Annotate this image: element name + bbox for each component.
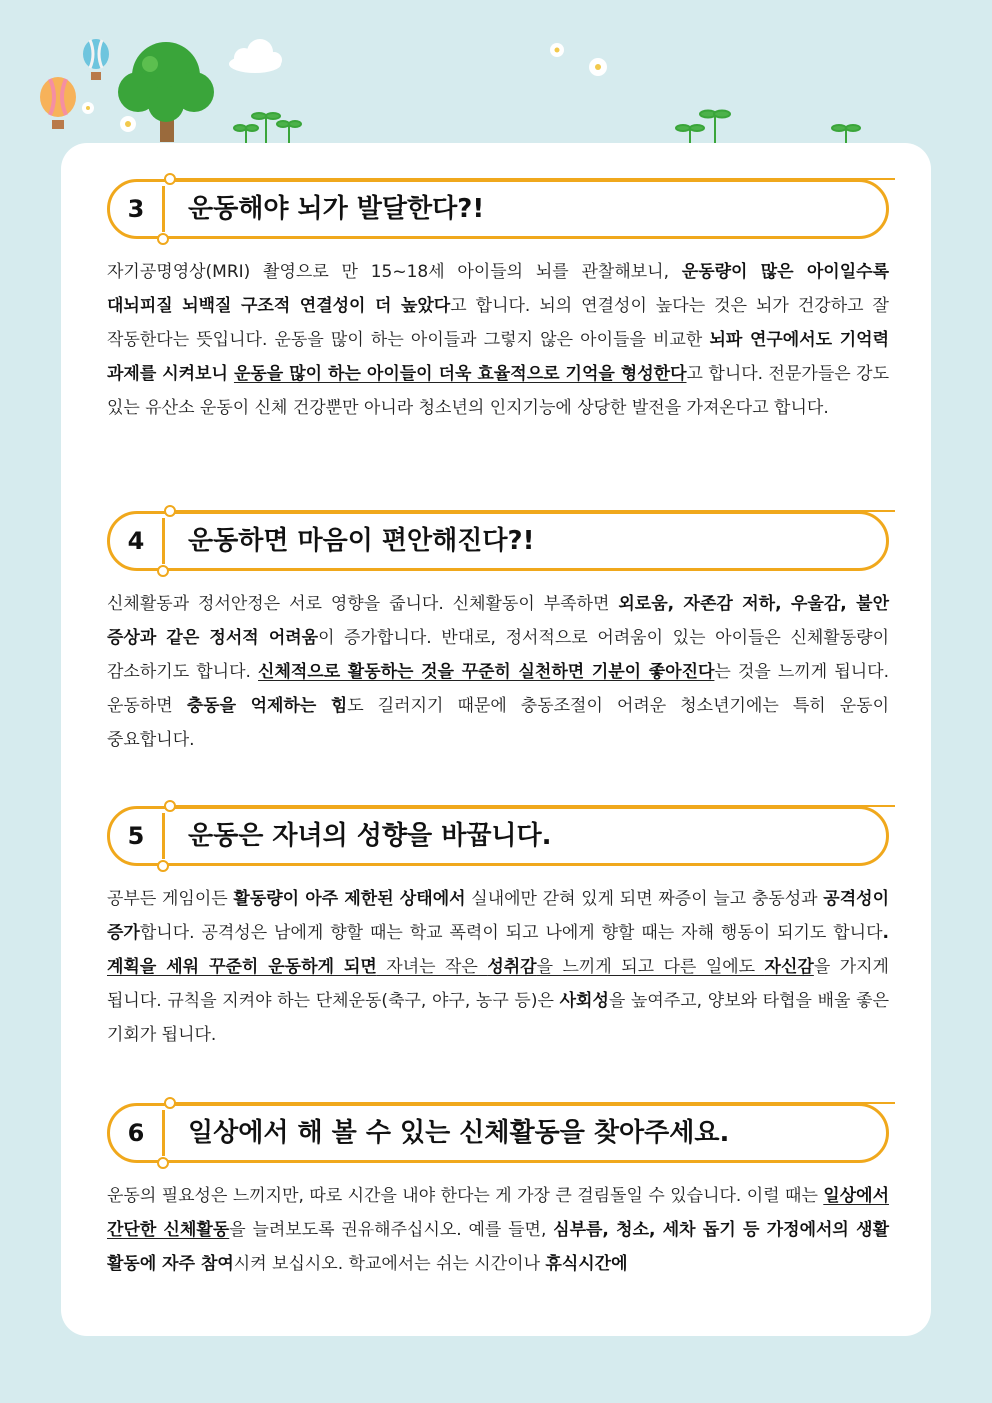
section-paragraph bbox=[107, 1179, 889, 1281]
text-run: 자녀는 작은 bbox=[376, 957, 488, 977]
section-4 bbox=[107, 511, 889, 757]
text-run: 운동의 필요성은 느끼지만, 따로 시간을 내야 한다는 게 가장 큰 걸림돌일 수 있습니다. 이럴 때는 bbox=[107, 1186, 824, 1206]
section-paragraph bbox=[107, 587, 889, 757]
header-illustration bbox=[0, 0, 992, 150]
section-number: 6 bbox=[127, 1119, 145, 1147]
text-run: 성취감 bbox=[487, 957, 537, 977]
section-5 bbox=[107, 806, 889, 1052]
text-run: 실내에만 갇혀 있게 되면 짜증이 늘고 충동성과 bbox=[465, 889, 824, 909]
section-title: 운동하면 마음이 편안해진다?! bbox=[188, 526, 535, 556]
text-run: 고 합니다. 전문가들은 강도 있는 유산소 운동이 신체 건강뿐만 아니라 청소년의 인지기능에 상당한 발전을 가져온다고 합니다. bbox=[107, 364, 889, 418]
text-run: 공격성이 증가 bbox=[107, 889, 889, 943]
section-6 bbox=[107, 1103, 889, 1281]
section-number: 3 bbox=[127, 195, 145, 223]
text-run: 고 합니다. 뇌의 연결성이 높다는 것은 뇌가 건강하고 잘 작동한다는 뜻입니다. 운동을 많이 하는 아이들과 그렇지 않은 아이들을 비교한 bbox=[107, 296, 889, 350]
text-run: 시켜 보십시오. 학교에서는 쉬는 시간이나 bbox=[233, 1254, 546, 1274]
text-run: 을 가지게 됩니다. 규칙을 지켜야 하는 단체운동(축구, 야구, 농구 등)은 bbox=[107, 957, 889, 1011]
cloud-icon bbox=[229, 39, 282, 73]
section-title: 일상에서 해 볼 수 있는 신체활동을 찾아주세요. bbox=[188, 1118, 730, 1148]
text-run: 을 높여주고, 양보와 타협을 배울 좋은 기회가 됩니다. bbox=[107, 991, 889, 1045]
section-header bbox=[107, 806, 889, 866]
section-number: 4 bbox=[127, 527, 145, 555]
text-run: 뇌파 연구에서도 기억력 과제를 시켜보니 bbox=[107, 330, 889, 384]
text-run: 운동량이 많은 아이일수록 대뇌피질 뇌백질 구조적 연결성이 더 높았다 bbox=[107, 262, 889, 316]
text-run: 계획을 세워 꾸준히 운동하게 되면 bbox=[107, 957, 377, 977]
text-run: 심부름, 청소, 세차 돕기 등 가정에서의 생활 활동에 자주 참여 bbox=[107, 1220, 889, 1274]
text-run: 신체적으로 활동하는 것을 꾸준히 실천하면 기분이 좋아진다 bbox=[258, 662, 715, 682]
hot-air-balloon-icon bbox=[40, 77, 76, 129]
section-paragraph bbox=[107, 255, 889, 425]
text-run: 자신감 bbox=[764, 957, 814, 977]
sprout-icon bbox=[234, 111, 860, 144]
text-run: 이 증가합니다. 반대로, 정서적으로 어려움이 있는 아이들은 신체활동량이 감소하기도 합니다. bbox=[107, 628, 889, 682]
text-run: 을 늘려보도록 권유해주십시오. 예를 들면, bbox=[229, 1220, 554, 1240]
section-header bbox=[107, 511, 889, 571]
section-paragraph bbox=[107, 882, 889, 1052]
text-run: 신체활동과 정서안정은 서로 영향을 줍니다. 신체활동이 부족하면 bbox=[107, 594, 619, 614]
text-run: 일상에서 간단한 신체활동 bbox=[107, 1186, 889, 1240]
text-run: 충동을 억제하는 힘 bbox=[186, 696, 348, 716]
text-run: 휴식시간에 bbox=[545, 1254, 628, 1274]
text-run: 합니다. 공격성은 남에게 향할 때는 학교 폭력이 되고 나에게 향할 때는 자해 행동이 되기도 합니다 bbox=[139, 923, 883, 943]
text-run: 자기공명영상(MRI) 촬영으로 만 15~18세 아이들의 뇌를 관찰해보니, bbox=[107, 262, 682, 282]
section-header bbox=[107, 1103, 889, 1163]
section-title: 운동은 자녀의 성향을 바꿉니다. bbox=[188, 821, 552, 851]
hot-air-balloon-icon bbox=[83, 39, 109, 80]
text-run: 공부든 게임이든 bbox=[107, 889, 234, 909]
text-run: 운동을 많이 하는 아이들이 더욱 효율적으로 기억을 형성한다 bbox=[233, 364, 687, 384]
text-run: 도 길러지기 때문에 충동조절이 어려운 청소년기에는 특히 운동이 중요합니다. bbox=[107, 696, 890, 750]
section-title: 운동해야 뇌가 발달한다?! bbox=[188, 194, 485, 224]
section-3 bbox=[107, 179, 889, 425]
content-card bbox=[61, 143, 931, 1336]
text-run: . bbox=[882, 923, 889, 943]
section-header bbox=[107, 179, 889, 239]
text-run: 외로움, 자존감 저하, 우울감, 불안 증상과 같은 정서적 어려움 bbox=[107, 594, 889, 648]
text-run: 는 것을 느끼게 됩니다. 운동하면 bbox=[107, 662, 889, 716]
section-number: 5 bbox=[127, 822, 145, 850]
text-run: 을 느끼게 되고 다른 일에도 bbox=[536, 957, 765, 977]
text-run: 사회성 bbox=[559, 991, 609, 1011]
text-run: 활동량이 아주 제한된 상태에서 bbox=[233, 889, 466, 909]
